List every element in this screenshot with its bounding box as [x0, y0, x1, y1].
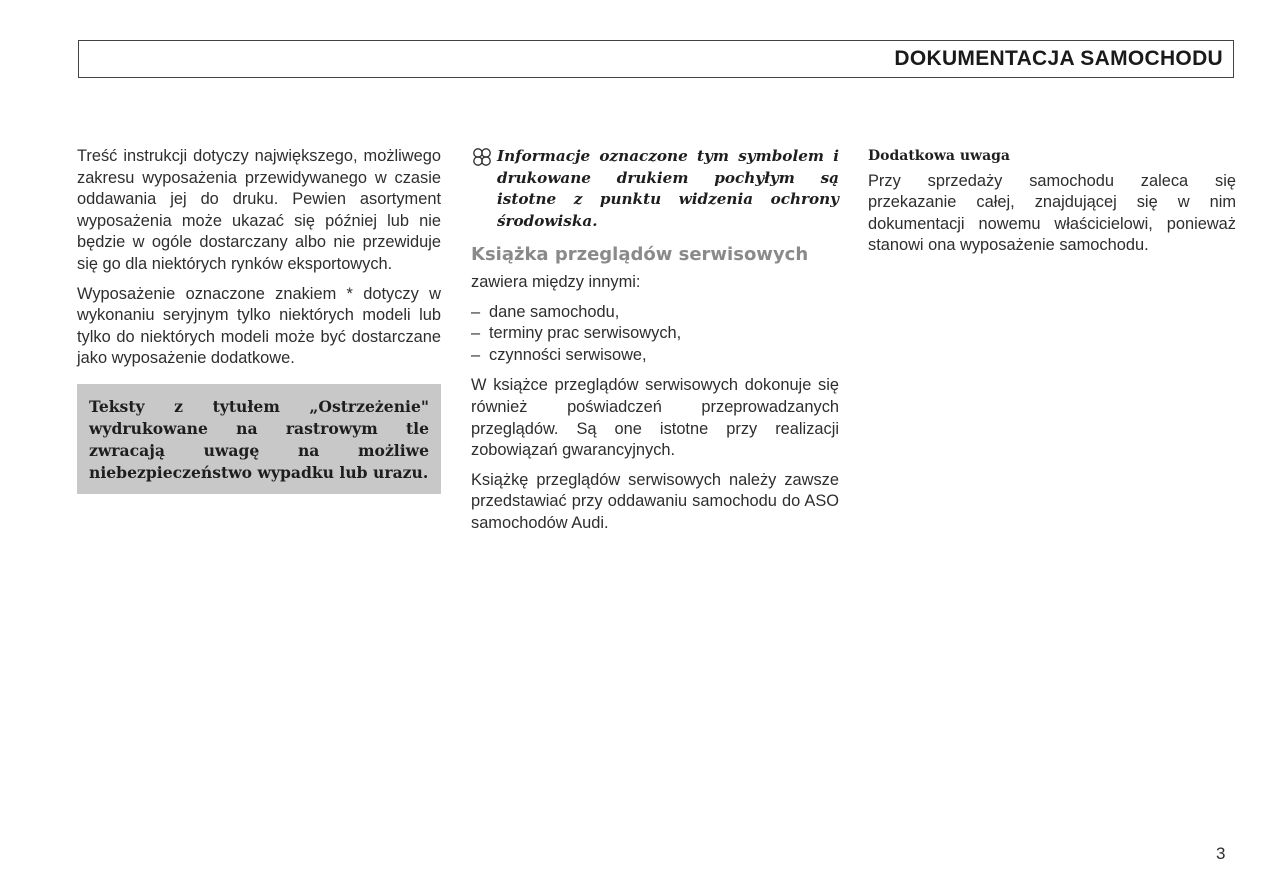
section-heading: Książka przeglądów serwisowych [471, 244, 809, 266]
warning-explanation-box: Teksty z tytułem „Ostrzeżenie" wydrukowane na rastrowym tle zwracają uwagę na możliwe niebezpieczeństwo wypadku lub urazu. [77, 384, 441, 494]
page-number: 3 [1216, 844, 1226, 863]
list-item: – terminy prac serwisowych, [471, 323, 839, 345]
list-item: – czynności serwisowe, [471, 345, 839, 367]
right-column [868, 146, 1236, 265]
equipment-asterisk-paragraph: Wyposażenie oznaczone znakiem * dotyczy w wykonaniu seryjnym tylko niektórych modeli lub tylko do niektórych modeli może być dostarczane jako wyposażenie dodatkowe. [77, 284, 441, 368]
intro-paragraph: Treść instrukcji dotyczy największego, możliwego zakresu wyposażenia przewidywanego w czasie oddawania jej do druku. Pewien asortyment wyposażenia może ukazać się później lub nie będzie w ogóle dostarczany albo nie przewiduje się go dla niektórych rynków eksportowych. [77, 147, 441, 273]
list-intro: zawiera między innymi: [471, 272, 641, 291]
contents-list [471, 302, 839, 367]
list-item: – dane samochodu, [471, 302, 839, 324]
additional-note-paragraph: Przy sprzedaży samochodu zaleca się przekazanie całej, znajdującej się w nim dokumentacji nowemu właścicielowi, ponieważ stanowi ona wyposażenie samochodu. [868, 171, 1236, 255]
service-record-paragraph: W książce przeglądów serwisowych dokonuje się również poświadczeń przeprowadzanych przeglądów. Są one istotne przy realizacji zobowiązań gwarancyjnych. [471, 376, 839, 460]
page-title: DOKUMENTACJA SAMOCHODU [894, 47, 1223, 70]
additional-note-heading: Dodatkowa uwaga [868, 148, 1011, 164]
left-column [77, 146, 441, 494]
environment-symbol-icon [471, 147, 493, 167]
page-header [78, 40, 1234, 78]
environment-note-text: Informacje oznaczone tym symbolem i drukowane drukiem pochyłym są istotne z punktu widzenia ochrony środowiska. [497, 147, 839, 230]
middle-column [471, 146, 839, 543]
environment-note [471, 146, 839, 232]
service-book-paragraph: Książkę przeglądów serwisowych należy zawsze przedstawiać przy oddawaniu samochodu do ASO samochodów Audi. [471, 470, 839, 532]
